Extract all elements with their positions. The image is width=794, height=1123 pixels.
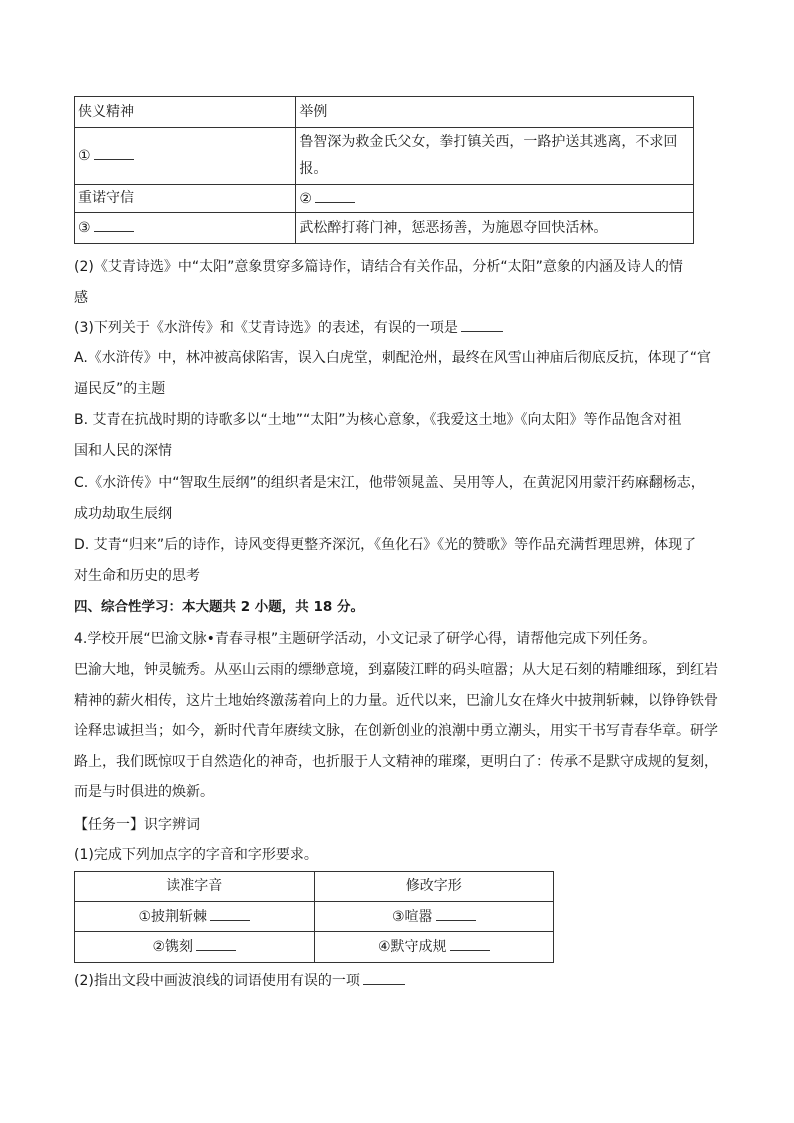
section-heading: 四、综合性学习：本大题共 2 小题，共 18 分。 bbox=[74, 599, 364, 615]
table-cell: 武松醉打蒋门神，惩恶扬善，为施恩夺回快活林。 bbox=[296, 213, 694, 244]
table-cell: 鲁智深为救金氏父女，拳打镇关西，一路护送其逃离，不求回 报。 bbox=[296, 128, 694, 185]
table-cell: ① bbox=[75, 128, 296, 185]
option-a: A.《水浒传》中，林冲被高俅陷害，误入白虎堂，刺配沧州，最终在风雪山神庙后彻底反抗，体现了“官 逼民反”的主题 bbox=[74, 350, 712, 397]
passage: 巴渝大地，钟灵毓秀。从巫山云雨的缥缈意境，到嘉陵江畔的码头喧嚣；从大足石刻的精雕细琢，到红岩 精神的薪火相传，这片土地始终激荡着向上的力量。近代以来，巴渝儿女在烽火中披荆斩棘，以铮铮铁骨 诠释忠诚担当；如今，新时代青年赓续文脉，在创新创业的浪潮中勇立潮头，用实干书写青春华章。研学 路上，我们既惊叹于自然造化的神奇，也折服于人文精神的璀璨，更明白了：传承不是默守成规的复刻， 而是与时俱进的焕新。 bbox=[74, 662, 718, 800]
sub-question-1: (1)完成下列加点字的字音和字形要求。 bbox=[74, 847, 318, 863]
table-cell: 重诺守信 bbox=[75, 185, 296, 213]
answer-blank[interactable] bbox=[94, 217, 134, 232]
answer-blank[interactable] bbox=[196, 936, 236, 951]
task-1-heading: 【任务一】识字辨词 bbox=[74, 817, 200, 833]
table-cell: ④默守成规 bbox=[314, 932, 554, 963]
answer-blank[interactable] bbox=[450, 936, 490, 951]
table-header-cell: 举例 bbox=[296, 97, 694, 128]
table-header-cell: 侠义精神 bbox=[75, 97, 296, 128]
table-row bbox=[75, 932, 554, 963]
table-header-row bbox=[75, 97, 694, 128]
answer-blank[interactable] bbox=[210, 906, 250, 921]
answer-blank[interactable] bbox=[94, 145, 134, 160]
table-cell: ②镌刻 bbox=[75, 932, 315, 963]
answer-blank[interactable] bbox=[436, 906, 476, 921]
table-header-cell: 修改字形 bbox=[314, 872, 554, 902]
table-header-cell: 读准字音 bbox=[75, 872, 315, 902]
table-row bbox=[75, 128, 694, 185]
sub-question-2: (2)指出文段中画波浪线的词语使用有误的一项 bbox=[74, 966, 724, 997]
question-4-intro: 4.学校开展“巴渝文脉•青春寻根”主题研学活动，小文记录了研学心得，请帮他完成下列任务。 bbox=[74, 631, 657, 647]
question-3-stem: (3)下列关于《水浒传》和《艾青诗选》的表述，有误的一项是 bbox=[74, 313, 724, 344]
table-header-row bbox=[75, 872, 554, 902]
table-row bbox=[75, 185, 694, 213]
answer-blank[interactable] bbox=[315, 188, 355, 203]
table-cell: ①披荆斩棘 bbox=[75, 902, 315, 932]
option-c: C.《水浒传》中“智取生辰纲”的组织者是宋江，他带领晁盖、吴用等人，在黄泥冈用蒙汗药麻翻杨志， 成功劫取生辰纲 bbox=[74, 475, 705, 522]
table-cell: ② bbox=[296, 185, 694, 213]
chivalry-table bbox=[74, 96, 694, 244]
table-cell: ③ bbox=[75, 213, 296, 244]
table-cell: ③喧嚣 bbox=[314, 902, 554, 932]
option-d: D. 艾青“归来”后的诗作，诗风变得更整齐深沉，《鱼化石》《光的赞歌》等作品充满哲理思辨，体现了 对生命和历史的思考 bbox=[74, 537, 697, 584]
answer-blank[interactable] bbox=[363, 970, 405, 985]
character-table bbox=[74, 871, 554, 963]
question-2: (2)《艾青诗选》中“太阳”意象贯穿多篇诗作，请结合有关作品，分析“太阳”意象的内涵及诗人的情 感 bbox=[74, 259, 683, 306]
option-b: B. 艾青在抗战时期的诗歌多以“土地”“太阳”为核心意象，《我爱这土地》《向太阳》等作品饱含对祖 国和人民的深情 bbox=[74, 412, 682, 459]
table-row bbox=[75, 213, 694, 244]
table-row bbox=[75, 902, 554, 932]
answer-blank[interactable] bbox=[461, 317, 503, 332]
